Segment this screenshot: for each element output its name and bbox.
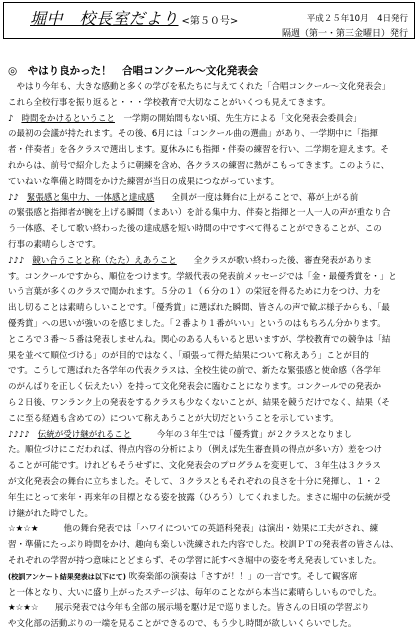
paragraph-line: や文化部の活動ぶりの一端を見ることができるので、もう少し時間が欲しいくらいでした。 (8, 619, 357, 630)
paragraph-line (8, 570, 412, 586)
section-lead-text: 展示発表では今年も全部の展示場を駆け足で巡りました。皆さんの日頃の学習ぶり (46, 603, 370, 614)
paragraph-line: ることが可能です。けれどもそうせずに、文化発表会のプログラムを変更して、３年生は３クラス (8, 461, 381, 472)
section-title: 伝統が受け継がれること (37, 429, 132, 440)
section-title: 時間をかけるということ (21, 113, 115, 124)
paragraph-line: れからは、前号で紹介したように朝練を含め、各クラスの練習に熱がこもってきます。このように、 (8, 160, 390, 171)
article-body (8, 80, 412, 640)
masthead-title-row (30, 6, 238, 26)
paragraph-line: ら２日後、ワンランク上の発表をするクラスも少なくないことが、結果を競うだけでなく、結果（そ (8, 397, 390, 408)
paragraph-line: のがんばりを正しく伝えたい）を持って文化発表会に臨むことになります。コンクールでの発表か (8, 382, 381, 393)
paragraph-line: やはり今年も、大きな感動と多くの学びを私たちに与えてくれた「合唱コンクール～文化発表会」 (8, 82, 391, 92)
section-lead-line (8, 191, 412, 207)
paragraph-line: の緊張感と指揮者が腕を上げる瞬間（まあい）を計る集中力、伴奏と指揮と一人一人の声が重なり合 (8, 208, 391, 219)
paragraph-line: 果を並べて順位づける」のが目的ではなく、「頑張って得た結果について称えあう」ことが目的 (8, 350, 369, 361)
article-heading: ◎ やはり良かった！ 合唱コンクール～文化発表会 (8, 65, 259, 77)
section-lead-text: 全クラスが歌い終わった後、審査発表がありま (176, 255, 372, 266)
paragraph-line: た。順位づけにこだわれば、得点内容の分析により（例えば先生審査員の得点が多い方）差をつけ (8, 445, 383, 456)
publication-schedule: 隔週（第一・第三金曜日）発行 (281, 29, 408, 39)
paragraph-line: 優秀賞」への思いが強いのを感じました。「２番より１番がいい」というのはもちろん分かります。 (8, 318, 386, 329)
paragraph-line: 行事の素晴らしさです。 (8, 239, 101, 250)
section-mark: ♪♪♪ (8, 255, 25, 266)
paragraph-line: こに至る経過も含めての）について称えあうことが大切だということを示しています。 (8, 413, 339, 424)
paragraph-line: 習・準備にたっぷり時間をかけ、趣向も楽しい洗練された内容でした。校訓ＰＴの発表者の皆さんは、 (8, 540, 399, 551)
section-mark: ☆★☆★ (8, 524, 39, 535)
section-mark: ♪♪ (8, 192, 19, 203)
paragraph-line: け継がれた時でした。 (8, 508, 94, 519)
section-lead-line (8, 601, 412, 617)
section-mark: ♪♪♪♪ (8, 429, 30, 440)
paragraph-line: 年生にとって来年・再来年の目標となる姿を披露（ひろう）してくれました。まさに堀中の伝統が受 (8, 492, 391, 503)
paragraph-line: ていねいな準備と時間をかけた練習が当日の成果につながっています。 (8, 176, 280, 187)
section-lead-line (8, 522, 412, 538)
section-lead-text: 今年の３年生では「優秀賞」が２クラスとなりまし (131, 429, 352, 440)
paragraph-line: それぞれの学習が持つ意味にとどまらず、その学習に託すべき堀中の姿を考え発表していました。 (8, 555, 382, 566)
survey-note: (校訓アンケート結果発表は以下にて) (8, 572, 126, 581)
issue-number: <第５０号> (181, 16, 239, 27)
paragraph-line: と一体となり、大いに盛り上がったステージは、毎年のことながら本当に素晴らしいものでした。 (8, 587, 382, 598)
newsletter-title: 堀中 校長室だより (30, 9, 179, 28)
section-title: 緊張感と集中力、一体感と達成感 (26, 192, 155, 203)
paragraph-line: が文化発表会の舞台に立ちました。そして、３クラスともそれぞれの良さを十分に発揮し、１・２ (8, 476, 382, 487)
paragraph-line: ところで３番～５番は発表しませんね。関心のある人もいると思いますが、学校教育での競争は「結 (8, 334, 391, 345)
section-lead-line (8, 254, 412, 270)
paragraph-line: です。こうして選ばれた各学年の代表クラスは、全校生徒の前で、新たな緊張感と使命感（各学年 (8, 366, 381, 377)
paragraph-line: う一体感、そして歌い終わった後の達成感を短い時間の中ですべて得ることができることが、この (8, 224, 382, 235)
section-lead-line (8, 428, 412, 444)
paragraph-line: 出し切ることは素晴らしいことです。「優秀賞」に選ばれた瞬間、皆さんの声で歓ぶ様子からも、「最 (8, 303, 390, 314)
paragraph-line: これら全校行事を振り返ると・・・学校教育で大切なことがいくつも見えてきます。 (8, 97, 331, 108)
paragraph-line: す。コンクールですから、順位をつけます。学級代表の発表前メッセージでは「金・最優秀賞を・」と (8, 271, 397, 282)
section-lead-line (8, 112, 412, 128)
section-lead-text: 他の舞台発表では「ハワイについての英語科発表」は演出・効果に工夫がされ、練 (46, 524, 379, 535)
section-title: 競い合うことと称（たた）えあうこと (32, 255, 177, 266)
paragraph-text: 吹奏楽部の演奏は「さすが！！」の一言です。そして観客席 (125, 571, 358, 582)
paragraph-line: の最初の会議が持たれます。その後、6月には「コンクール曲の選曲」があり、一学期中に「指揮 (8, 129, 378, 140)
section-mark: ♪ (8, 113, 14, 124)
masthead (3, 2, 415, 39)
section-lead-text: 一学期の開始間もない頃、先生方による「文化発表会委員会」 (114, 113, 362, 124)
paragraph-line: 者・伴奏者」を各クラスで選出します。夏休みにも指揮・伴奏の練習を行い、二学期を迎えます。そ (8, 145, 389, 156)
paragraph-line: いう言葉が多くのクラスで聞かれます。５分の１（６分の１）の栄冠を得るために力をつけ、力を (8, 287, 381, 298)
section-mark: ★☆★☆ (8, 603, 39, 614)
section-lead-text: 全員が一度は舞台に上がることで、幕が上がる前 (154, 192, 359, 203)
issue-date: 平成２５年10月 4日発行 (306, 14, 408, 24)
